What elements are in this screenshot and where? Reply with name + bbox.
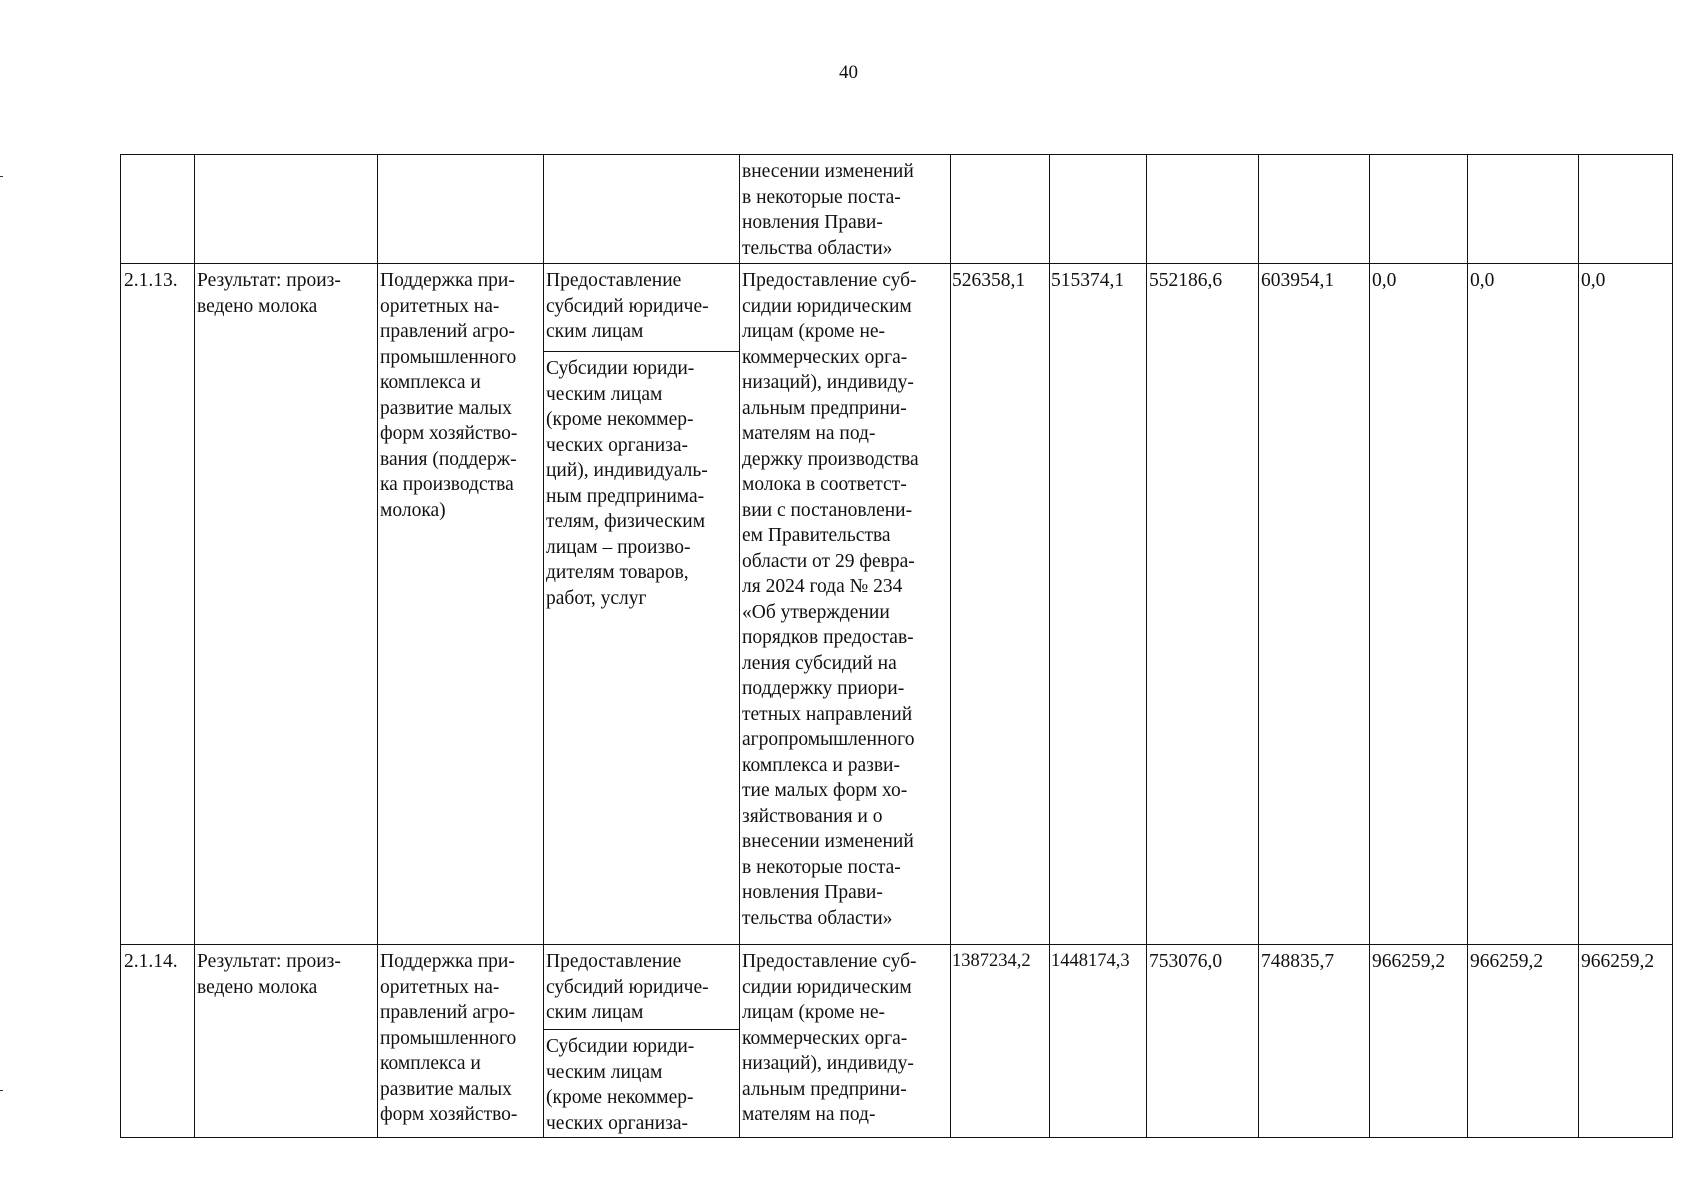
row-divider — [121, 944, 1672, 945]
column-divider — [1258, 155, 1259, 1137]
carryover-legal-basis: внесении изменений в некоторые поста- новления Прави- тельства области» — [742, 161, 914, 259]
result-cell: Результат: произ- ведено молока — [197, 270, 341, 317]
recipients-cell: Субсидии юриди- ческим лицам (кроме некоммер- ческих организа- — [546, 1036, 695, 1134]
value-cell: 0,0 — [1470, 270, 1495, 291]
measure-cell: Предоставление субсидий юридиче- ским лицам — [546, 951, 709, 1023]
subcell-divider — [543, 351, 739, 352]
value-cell: 552186,6 — [1149, 270, 1223, 291]
legal-basis-cell: Предоставление суб- сидии юридическим лицам (кроме не- коммерческих орга- низаций), индивиду- альным предприни- мателям на под- — [742, 951, 917, 1125]
value-cell: 966259,2 — [1581, 951, 1655, 972]
row-number: 2.1.14. — [124, 951, 178, 972]
column-divider — [1467, 155, 1468, 1137]
row-number: 2.1.13. — [124, 270, 178, 291]
measure-cell: Предоставление субсидий юридиче- ским лицам — [546, 270, 709, 342]
scan-edge-mark — [0, 176, 3, 177]
column-divider — [739, 155, 740, 1137]
column-divider — [377, 155, 378, 1137]
subcell-divider — [543, 1029, 739, 1030]
column-divider — [1578, 155, 1579, 1137]
column-divider — [194, 155, 195, 1137]
legal-basis-cell: Предоставление суб- сидии юридическим лицам (кроме не- коммерческих орга- низаций), индивиду- альным предприни- мателям на под- держку производства молока в соответст- вии с постановлени- ем Правительства области от 29 февра- ля 2024 года № 234 «Об утверждении порядков предостав- ления субсидий на поддержку приори- тетных направлений агропромышленного комплекса и разви- тие малых форм хо- зяйствования и о внесении изменений в некоторые поста- новления Прави- тельства области» — [742, 270, 919, 929]
page-number: 40 — [839, 62, 858, 83]
column-divider — [543, 155, 544, 1137]
value-cell: 753076,0 — [1149, 951, 1223, 972]
column-divider — [1049, 155, 1050, 1137]
value-cell: 1448174,3 — [1051, 951, 1130, 971]
value-cell: 966259,2 — [1372, 951, 1446, 972]
result-cell: Результат: произ- ведено молока — [197, 951, 341, 998]
column-divider — [1369, 155, 1370, 1137]
scan-edge-mark — [0, 1090, 3, 1091]
direction-cell: Поддержка при- оритетных на- правлений агро- промышленного комплекса и развитие малых форм хозяйство- — [380, 951, 518, 1125]
value-cell: 1387234,2 — [952, 951, 1031, 971]
column-divider — [950, 155, 951, 1137]
row-divider — [121, 263, 1672, 264]
value-cell: 0,0 — [1581, 270, 1606, 291]
direction-cell: Поддержка при- оритетных на- правлений агро- промышленного комплекса и развитие малых форм хозяйство- вания (поддерж- ка производства молока) — [380, 270, 518, 521]
column-divider — [1146, 155, 1147, 1137]
program-table — [120, 154, 1673, 1138]
value-cell: 515374,1 — [1051, 270, 1125, 291]
value-cell: 966259,2 — [1470, 951, 1544, 972]
value-cell: 748835,7 — [1261, 951, 1335, 972]
recipients-cell: Субсидии юриди- ческим лицам (кроме некоммер- ческих организа- ций), индивидуаль- ным предпринима- телям, физическим лицам – произво- дителям товаров, работ, услуг — [546, 358, 708, 609]
value-cell: 603954,1 — [1261, 270, 1335, 291]
value-cell: 526358,1 — [952, 270, 1026, 291]
value-cell: 0,0 — [1372, 270, 1397, 291]
